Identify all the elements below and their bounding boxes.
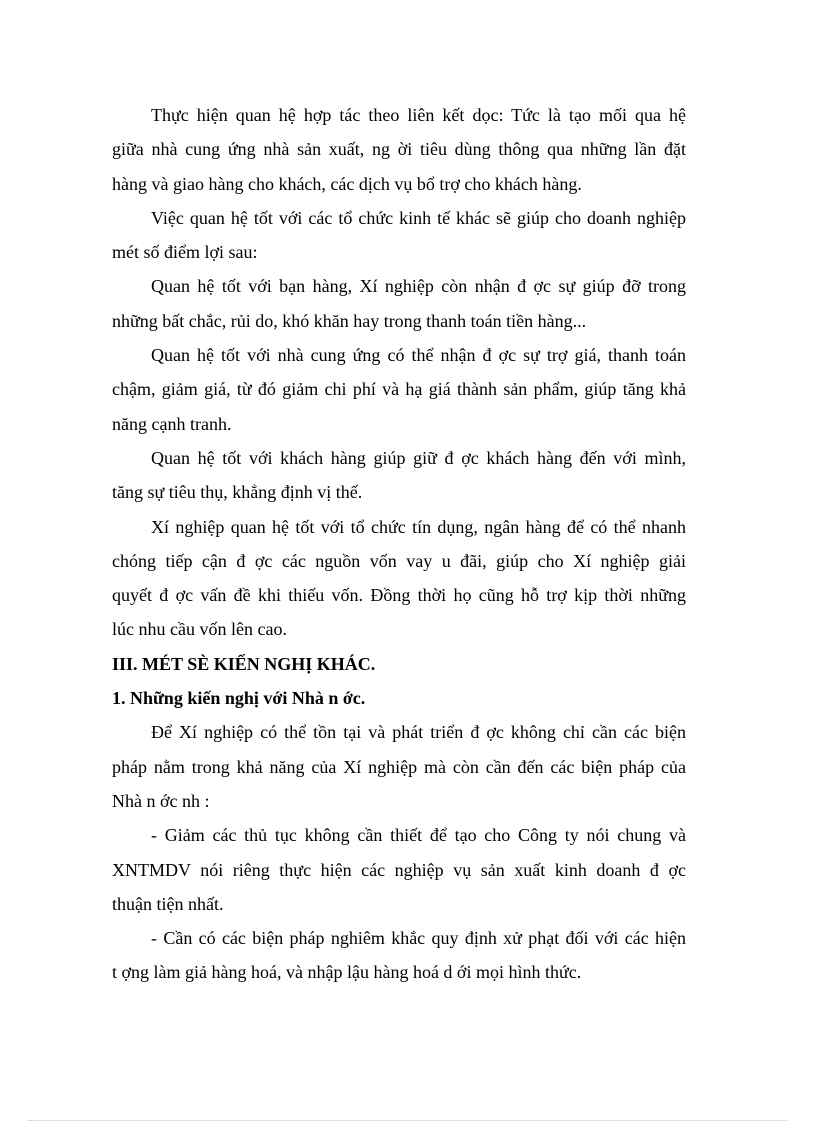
list-item-line: t ợng làm giả hàng hoá, và nhập lậu hàng hoá d ới mọi hình thức. [112,962,582,983]
paragraph-line: lúc nhu cầu vốn lên cao. [112,619,287,640]
paragraph-line: chậm, giảm giá, từ đó giảm chi phí và hạ giá thành sản phẩm, giúp tăng khả [112,379,686,400]
paragraph-line: Việc quan hệ tốt với các tổ chức kinh tế khác sẽ giúp cho doanh nghiệp [151,207,686,228]
list-item-line: thuận tiện nhất. [112,893,224,914]
paragraph-line: quyết đ ợc vấn đề khi thiếu vốn. Đồng thời họ cũng hỗ trợ kịp thời những [112,585,686,606]
paragraph-line: Nhà n ớc nh : [112,790,210,811]
subsection-heading: 1. Những kiến nghị với Nhà n ớc. [112,688,366,709]
list-item-line: - Giảm các thủ tục không cần thiết để tạo cho Công ty nói chung và [151,825,686,846]
paragraph-line: Thực hiện quan hệ hợp tác theo liên kết dọc: Tức là tạo mối qua hệ [151,105,686,125]
page-bottom-rule [28,1120,788,1121]
list-item-line: XNTMDV nói riêng thực hiện các nghiệp vụ sản xuất kinh doanh đ ợc [112,859,686,880]
paragraph-line: những bất chắc, rủi do, khó khăn hay trong thanh toán tiền hàng... [112,310,587,331]
paragraph-line: Xí nghiệp quan hệ tốt với tổ chức tín dụng, ngân hàng để có thể nhanh [151,516,686,537]
paragraph-line: Quan hệ tốt với khách hàng giúp giữ đ ợc khách hàng đến với mình, [151,447,686,468]
paragraph-line: tăng sự tiêu thụ, khẳng định vị thế. [112,482,363,503]
paragraph-line: Quan hệ tốt với nhà cung ứng có thể nhận đ ợc sự trợ giá, thanh toán [151,345,686,366]
paragraph-line: giữa nhà cung ứng nhà sản xuất, ng ời tiêu dùng thông qua những lần đặt [112,139,686,160]
paragraph-line: mét số điểm lợi sau: [112,242,258,263]
paragraph-line: năng cạnh tranh. [112,413,232,434]
paragraph-line: pháp nằm trong khả năng của Xí nghiệp mà còn cần đến các biện pháp của [112,756,686,777]
paragraph-line: hàng và giao hàng cho khách, các dịch vụ bổ trợ cho khách hàng. [112,173,582,194]
paragraph-line: chóng tiếp cận đ ợc các nguồn vốn vay u đãi, giúp cho Xí nghiệp giải [112,550,686,571]
document-body [112,98,686,990]
section-heading: III. MÉT SÈ KIẾN NGHỊ KHÁC. [112,653,376,674]
paragraph-line: Quan hệ tốt với bạn hàng, Xí nghiệp còn nhận đ ợc sự giúp đỡ trong [151,276,686,297]
list-item-line: - Cần có các biện pháp nghiêm khắc quy định xử phạt đối với các hiện [151,928,686,949]
paragraph-line: Để Xí nghiệp có thể tồn tại và phát triển đ ợc không chỉ cần các biện [151,722,686,743]
